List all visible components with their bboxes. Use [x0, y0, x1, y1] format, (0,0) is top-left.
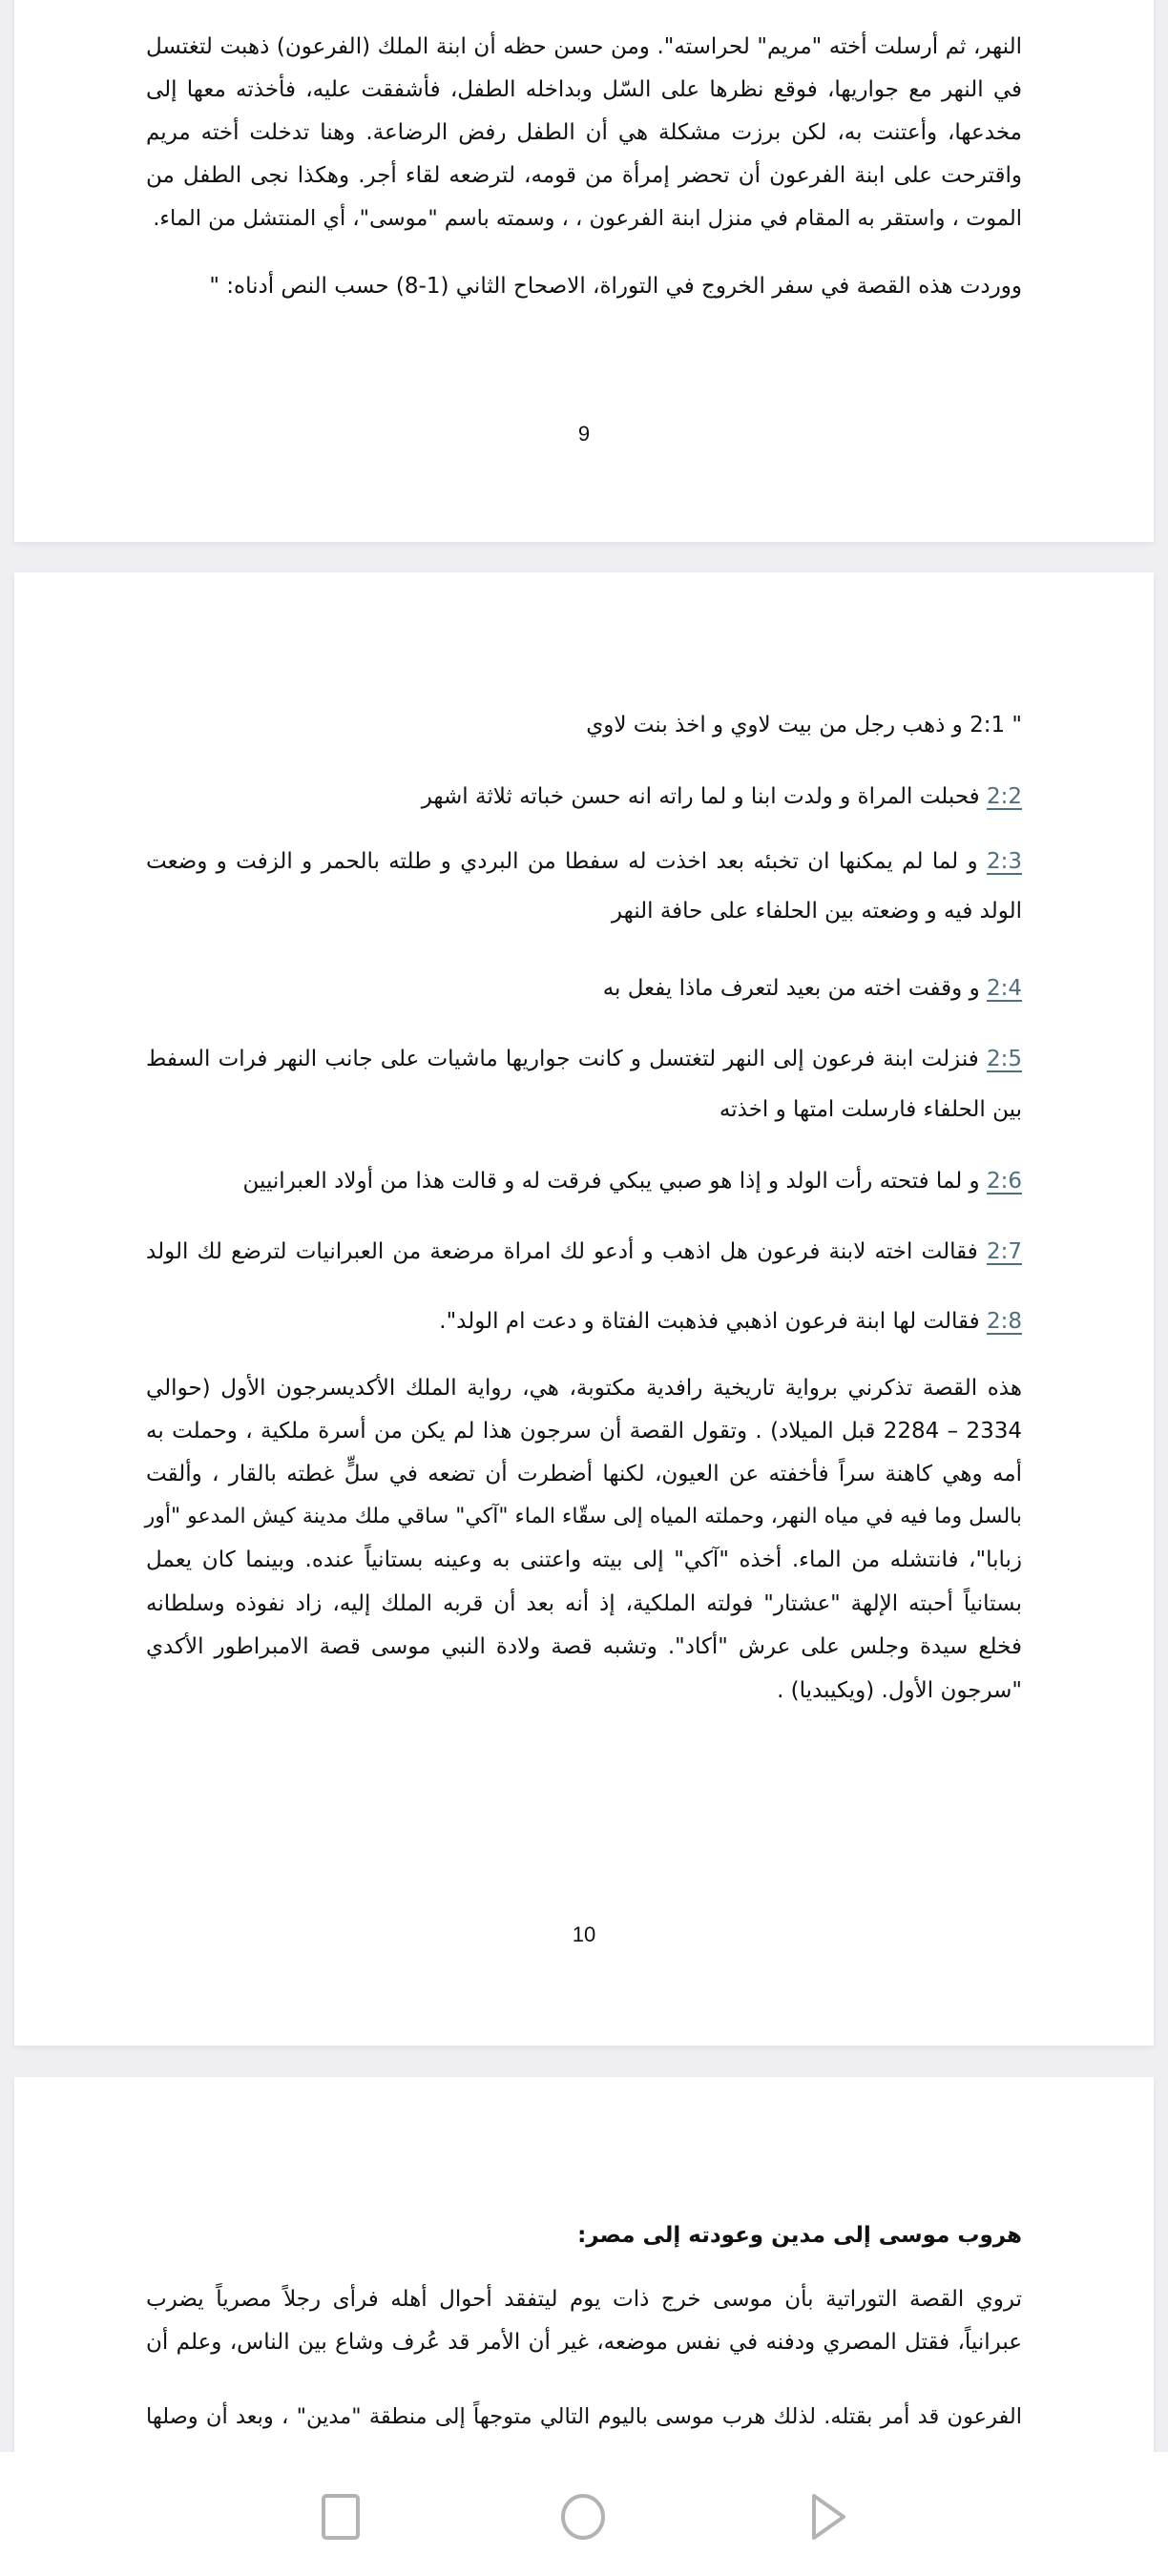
text-line: تروي القصة التوراتية بأن موسى خرج ذات يوم ليتفقد أحوال أهله فرأى رجلاً مصرياً يضرب — [146, 2287, 1022, 2312]
verse-link[interactable]: 2:2 — [986, 784, 1022, 809]
text-line: النهر، ثم أرسلت أخته "مريم" لحراسته". ومن حسن حظه أن ابنة الملك (الفرعون) ذهبت لتغتسل — [146, 34, 1022, 59]
paragraph-line: هذه القصة تذكرني برواية تاريخية رافدية مكتوبة، هي، رواية الملك الأكديسرجون الأول (حوالي — [146, 1376, 1022, 1401]
paragraph-line: 2334 – 2284 قبل الميلاد) . وتقول القصة أن سرجون هذا لم يكن من أسرة ملكية ، وحملت به — [146, 1419, 1023, 1444]
verse-text: و لما فتحته رأت الولد و إذا هو صبي يبكي فرقت له و قالت هذا من أولاد العبرانيين — [242, 1169, 980, 1194]
verse-link[interactable]: 2:5 — [987, 1047, 1023, 1071]
verse-link[interactable]: 2:7 — [986, 1239, 1022, 1264]
text-line: الفرعون قد أمر بقتله. لذلك هرب موسى باليوم التالي متوجهاً إلى منطقة "مدين" ، وبعد أن وصلها — [146, 2404, 1022, 2429]
verse-line — [146, 1237, 1022, 1266]
document-page-11 — [14, 2077, 1154, 2452]
verse-line — [146, 711, 1022, 739]
paragraph-line: بالسل وما فيه في مياه النهر، وحملته المياه إلى سقّاء الماء "آكي" ساقي ملك مدينة كيش المدعو "أور — [144, 1505, 1022, 1528]
document-page-9 — [14, 0, 1154, 542]
text-line: عبرانياً، فقتل المصري ودفنه في نفس موضعه، غير أن الأمر قد عُرف وشاع بين الناس، وعلم أن — [146, 2330, 1022, 2355]
verse-text: فقالت اخته لابنة فرعون هل اذهب و أدعو لك امراة مرضعة من العبرانيات لترضع لك الولد — [146, 1239, 978, 1264]
page-number: 9 — [577, 422, 591, 446]
back-icon — [809, 2492, 857, 2544]
verse-continuation: بين الحلفاء فارسلت امتها و اخذته — [719, 1097, 1022, 1122]
verse-text: فقالت لها ابنة فرعون اذهبي فذهبت الفتاة و دعت ام الولد". — [439, 1309, 980, 1334]
paragraph-line: زبابا"، فانتشله من الماء. أخذه "آكي" إلى بيته واعتنى به وعينه بستانياً عنده. وبينما كان يعمل — [146, 1548, 1022, 1572]
verse-line — [146, 782, 1022, 811]
text-line: في النهر مع جواريها، فوقع نظرها على السّل وبداخله الطفل، فأشفقت عليه، فأخذته معها إلى — [146, 77, 1022, 102]
document-page-10 — [14, 572, 1154, 2046]
text-line: ووردت هذه القصة في سفر الخروج في التوراة، الاصحاح الثاني (1-8) حسب النص أدناه: " — [209, 274, 1022, 299]
verse-text: و ذهب رجل من بيت لاوي و اخذ بنت لاوي — [586, 713, 963, 737]
verse-link[interactable]: 2:8 — [986, 1309, 1022, 1334]
verse-line — [146, 1167, 1022, 1195]
verse-line — [146, 1045, 1022, 1073]
verse-continuation: الولد فيه و وضعته بين الحلفاء على حافة النهر — [611, 899, 1022, 924]
verse-line — [146, 974, 1022, 1003]
home-icon — [559, 2492, 607, 2544]
verse-line — [146, 847, 1022, 876]
recent-apps-button[interactable] — [318, 2492, 365, 2544]
verse-prefix: " 2:1 — [962, 713, 1022, 737]
verse-text: فنزلت ابنة فرعون إلى النهر لتغتسل و كانت جواريها ماشيات على جانب النهر فرات السفط — [146, 1047, 979, 1071]
text-line: الموت ، واستقر به المقام في منزل ابنة الفرعون ، ، وسمته باسم "موسى"، أي المنتشل من الماء. — [153, 206, 1022, 231]
paragraph-line: "سرجون الأول. (ويكيبديا) . — [777, 1678, 1022, 1703]
recent-apps-icon — [318, 2492, 365, 2544]
text-line: واقترحت على ابنة الفرعون أن تحضر إمرأة من قومه، لترضعه لقاء أجر. وهكذا نجى الطفل من — [146, 163, 1022, 188]
verse-link[interactable]: 2:6 — [986, 1169, 1022, 1194]
verse-link[interactable]: 2:4 — [986, 976, 1022, 1001]
page-number: 10 — [572, 1922, 596, 1946]
verse-text: و وقفت اخته من بعيد لتعرف ماذا يفعل به — [602, 976, 980, 1001]
verse-line — [146, 1307, 1022, 1336]
paragraph-line: بستانياً أحبته الإلهة "عشتار" فولته الملكية، إذ أنه بعد أن قربه الملك إليه، زاد نفوذه وسلطانه — [146, 1591, 1022, 1616]
text-line: مخدعها، وأعتنت به، لكن برزت مشكلة هي أن الطفل رفض الرضاعة. وهنا تدخلت أخته مريم — [146, 120, 1022, 145]
verse-text: و لما لم يمكنها ان تخبئه بعد اخذت له سفطا من البردي و طلته بالحمر و الزفت و وضعت — [146, 849, 978, 874]
section-heading: هروب موسى إلى مدين وعودته إلى مصر: — [577, 2223, 1022, 2248]
text-line-cut — [146, 0, 1022, 19]
system-navigation-bar — [0, 2452, 1168, 2576]
verse-link[interactable]: 2:3 — [986, 849, 1022, 874]
paragraph-line: فخلع سيدة وجلس على عرش "أكاد". وتشبه قصة ولادة النبي موسى قصة الامبراطور الأكدي — [146, 1634, 1022, 1659]
home-button[interactable] — [559, 2492, 607, 2544]
back-button[interactable] — [809, 2492, 857, 2544]
verse-text: فحبلت المراة و ولدت ابنا و لما راته انه حسن خباته ثلاثة اشهر — [421, 784, 980, 809]
paragraph-line: أمه وهي كاهنة سراً فأخفته عن العيون، لكنها أضطرت أن تضعه في سلٍّ غطته بالقار ، وألقت — [146, 1462, 1022, 1486]
